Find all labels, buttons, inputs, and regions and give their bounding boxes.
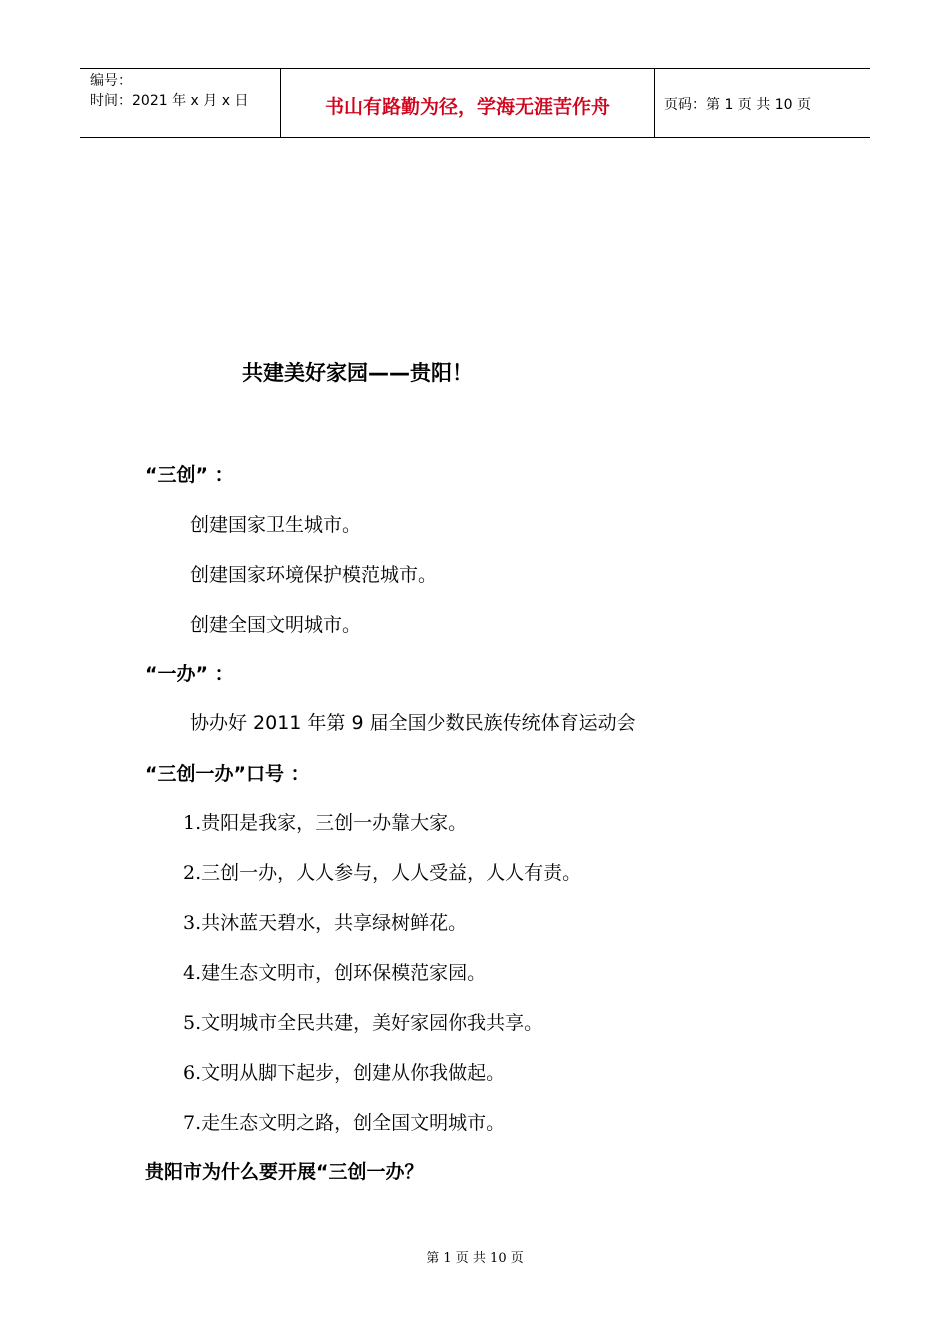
section-heading-why: 贵阳市为什么要开展“三创一办？ [145, 1161, 424, 1183]
header-motto-cell [280, 69, 655, 137]
slogan-item: 2.三创一办，人人参与，人人受益，人人有责。 [183, 862, 582, 884]
list-item: 创建国家环境保护模范城市。 [190, 564, 438, 586]
section-heading-slogans: “三创一办”口号 ： [145, 763, 310, 785]
page-header [80, 68, 870, 138]
document-number-label: 编号： [90, 73, 132, 89]
section-heading-sanchuang: “三创” ： [145, 464, 234, 486]
slogan-item: 3.共沐蓝天碧水，共享绿树鲜花。 [183, 912, 468, 934]
slogan-item: 6.文明从脚下起步，创建从你我做起。 [183, 1062, 506, 1084]
slogan-item: 5.文明城市全民共建，美好家园你我共享。 [183, 1012, 544, 1034]
section-heading-yiban: “一办” ： [145, 663, 234, 685]
list-item: 创建全国文明城市。 [190, 614, 362, 636]
header-motto: 书山有路勤为径，学海无涯苦作舟 [324, 96, 610, 118]
slogan-item: 1.贵阳是我家，三创一办靠大家。 [183, 812, 468, 834]
page-footer: 第 1 页 共 10 页 [426, 1251, 524, 1266]
header-page-info: 页码：第 1 页 共 10 页 [664, 97, 811, 113]
list-item: 创建国家卫生城市。 [190, 514, 362, 536]
slogan-item: 4.建生态文明市，创环保模范家园。 [183, 962, 487, 984]
document-time-label: 时间：2021 年 x 月 x 日 [90, 93, 249, 109]
list-item: 协办好 2011 年第 9 届全国少数民族传统体育运动会 [190, 712, 636, 734]
document-title: 共建美好家园——贵阳！ [242, 361, 473, 385]
header-page-cell [654, 69, 870, 137]
header-meta-cell [80, 69, 280, 137]
slogan-item: 7.走生态文明之路，创全国文明城市。 [183, 1112, 506, 1134]
